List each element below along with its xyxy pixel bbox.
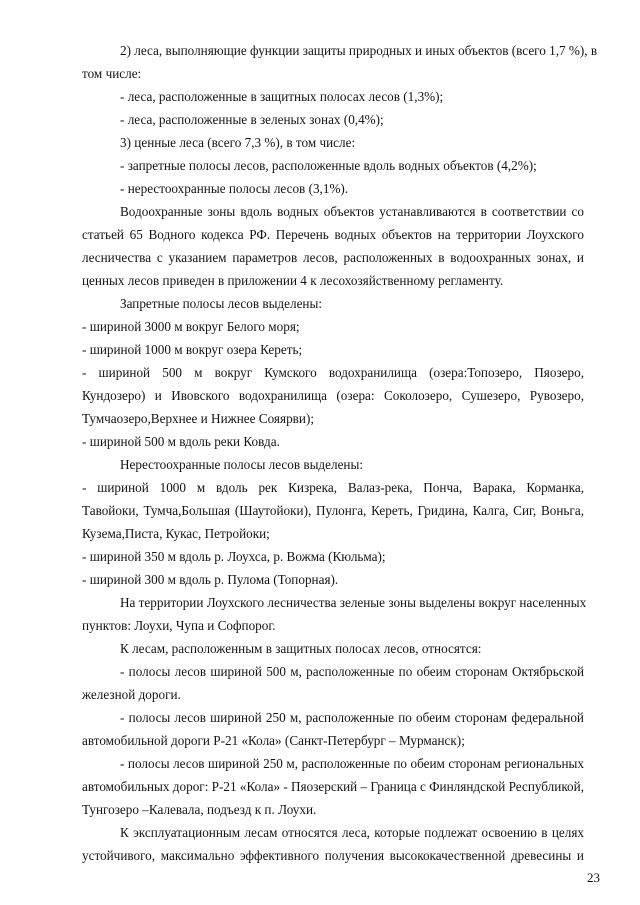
text-line: Кундозеро) и Ивовского водохранилища (озера: Соколозеро, Сушезеро, Рувозеро, <box>82 388 584 403</box>
text-line: 3) ценные леса (всего 7,3 %), в том числе: <box>120 135 356 150</box>
text-line: железной дороги. <box>82 687 181 702</box>
text-line: - нерестоохранные полосы лесов (3,1%). <box>120 181 349 196</box>
text-line: - запретные полосы лесов, расположенные вдоль водных объектов (4,2%); <box>120 158 537 173</box>
text-line: - леса, расположенные в защитных полосах лесов (1,3%); <box>120 89 444 104</box>
text-line: ценных лесов приведен в приложении 4 к лесохозяйственному регламенту. <box>82 273 504 288</box>
text-line: Запретные полосы лесов выделены: <box>120 296 323 311</box>
text-line: устойчивого, максимально эффективного получения высококачественной древесины и <box>82 848 584 863</box>
text-line: - полосы лесов шириной 500 м, расположенные по обеим сторонам Октябрьской <box>120 664 584 679</box>
text-line: Тумчаозеро,Верхнее и Нижнее Сояярви); <box>82 411 314 426</box>
text-line: том числе: <box>82 66 142 81</box>
text-line: Кузема,Писта, Кукас, Петройоки; <box>82 526 270 541</box>
page-number: 23 <box>587 870 600 885</box>
text-line: Тавойоки, Тумча,Большая (Шаутойоки), Пулонга, Кереть, Гридина, Калга, Сиг, Воньга, <box>82 503 584 518</box>
text-line: пунктов: Лоухи, Чупа и Софпорог. <box>82 618 276 633</box>
text-line: лесничества с указанием параметров лесов, расположенных в водоохранных зонах, и <box>82 250 584 265</box>
text-line: Тунгозеро –Калевала, подъезд к п. Лоухи. <box>82 802 317 817</box>
text-line: - шириной 500 м вокруг Кумского водохранилища (озера:Топозеро, Пяозеро, <box>82 365 584 380</box>
text-line: - шириной 350 м вдоль р. Лоухса, р. Вожма (Кюльма); <box>82 549 386 564</box>
text-line: Водоохранные зоны вдоль водных объектов устанавливаются в соответствии со <box>120 204 584 219</box>
text-line: - шириной 500 м вдоль реки Ковда. <box>82 434 280 449</box>
text-line: На территории Лоухского лесничества зеленые зоны выделены вокруг населенных <box>120 595 587 610</box>
text-line: - шириной 1000 м вдоль рек Кизрека, Валаз-река, Понча, Варака, Корманка, <box>82 480 584 495</box>
text-line: - шириной 300 м вдоль р. Пулома (Топорная). <box>82 572 339 587</box>
text-line: - полосы лесов шириной 250 м, расположенные по обеим сторонам региональных <box>120 756 584 771</box>
text-line: 2) леса, выполняющие функции защиты природных и иных объектов (всего 1,7 %), в <box>120 43 598 58</box>
text-line: - шириной 3000 м вокруг Белого моря; <box>82 319 300 334</box>
text-line: автомобильных дорог: Р-21 «Кола» - Пяозерский – Граница с Финляндской Республикой, <box>82 779 585 794</box>
text-line: - полосы лесов шириной 250 м, расположенные по обеим сторонам федеральной <box>120 710 584 725</box>
text-line: автомобильной дороги Р-21 «Кола» (Санкт-Петербург – Мурманск); <box>82 733 465 748</box>
text-line: Нерестоохранные полосы лесов выделены: <box>120 457 364 472</box>
text-line: К лесам, расположенным в защитных полосах лесов, относятся: <box>120 641 482 656</box>
text-line: - шириной 1000 м вокруг озера Кереть; <box>82 342 303 357</box>
text-line: статьей 65 Водного кодекса РФ. Перечень водных объектов на территории Лоухского <box>82 227 584 242</box>
text-line: - леса, расположенные в зеленых зонах (0,4%); <box>120 112 384 127</box>
text-line: К эксплуатационным лесам относятся леса, которые подлежат освоению в целях <box>120 825 584 840</box>
